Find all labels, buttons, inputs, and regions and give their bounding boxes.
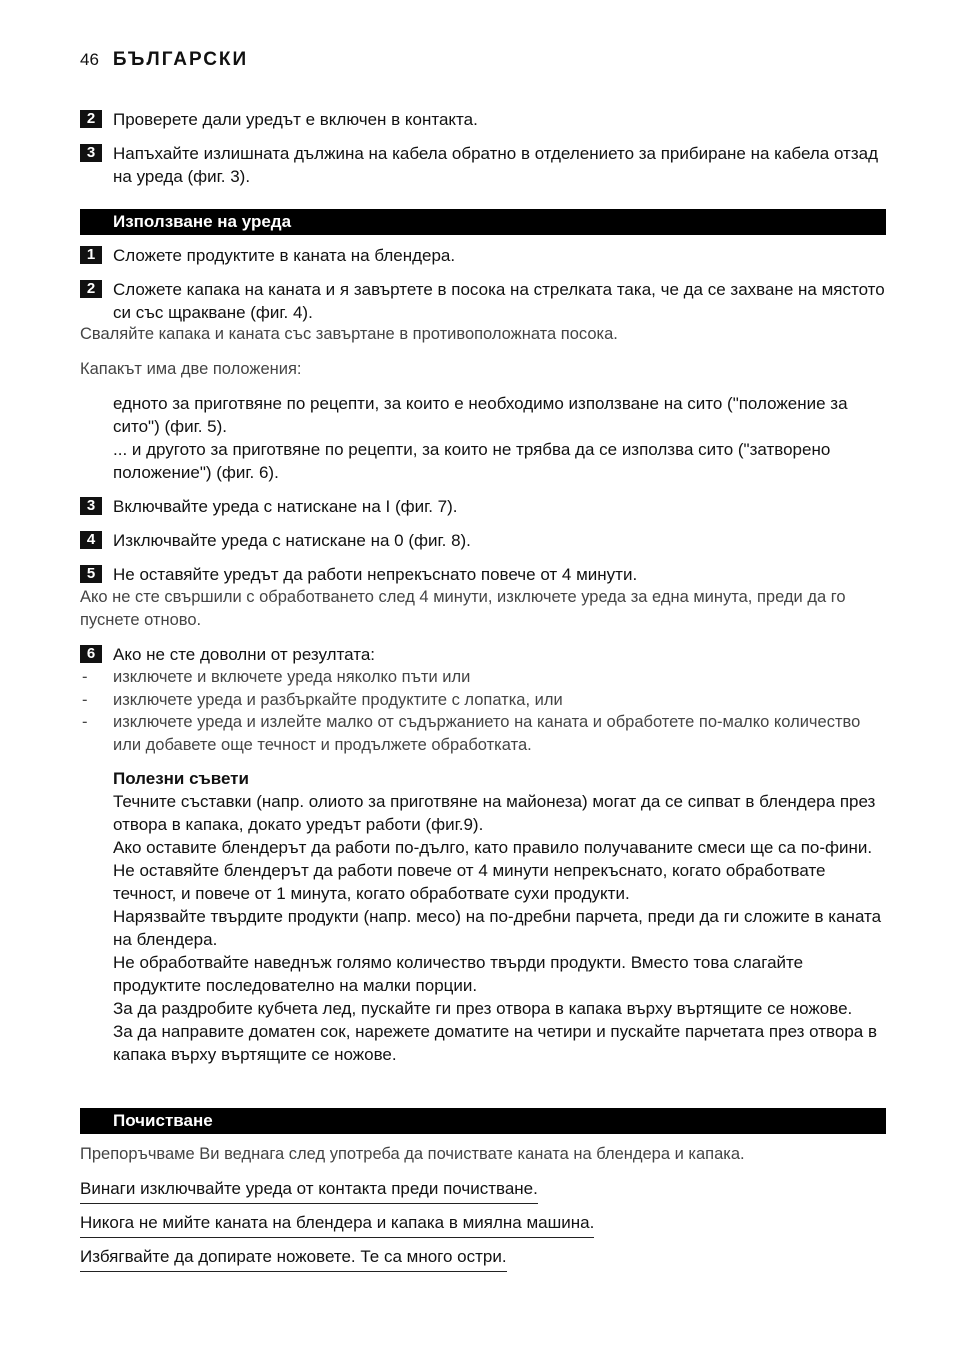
section-heading-use bbox=[80, 209, 886, 235]
step-text: Напъхайте излишната дължина на кабела обратно в отделението за прибиране на кабела отзад на уреда (фиг. 3). bbox=[113, 144, 878, 186]
note-text: Препоръчваме Ви веднага след употреба да почиствате каната на блендера и капака. bbox=[80, 1145, 745, 1163]
lid-position-text: ... и другото за приготвяне по рецепти, за които не трябва да се използва сито ("затворено положение") (фиг. 6). bbox=[113, 440, 831, 482]
tips-list bbox=[113, 790, 888, 1066]
tip-item: Ако оставите блендерът да работи по-дълго, като правило получаваните смеси ще са по-фини. Не оставяйте блендерът да работи повече от 4 минути непрекъснато, когато обработвате течност, и повече от 1 минута, когато обработвате сухи продукти. bbox=[113, 838, 873, 903]
language-title: БЪЛГАРСКИ bbox=[112, 49, 249, 70]
step-item bbox=[80, 529, 890, 552]
tip-item: За да раздробите кубчета лед, пускайте ги през отвора в капака върху въртящите се ножове. bbox=[113, 999, 853, 1018]
warning-text: Избягвайте да допирате ножовете. Те са много остри. bbox=[80, 1245, 507, 1272]
step-number: 2 bbox=[80, 280, 102, 298]
tip-item: Не обработвайте наведнъж голямо количество твърди продукти. Вместо това слагайте продуктите последователно на малки порции. bbox=[113, 953, 804, 995]
step-item bbox=[80, 495, 890, 518]
tip-item: Нарязвайте твърдите продукти (напр. месо) на по-дребни парчета, преди да ги сложите в каната на блендера. bbox=[113, 907, 882, 949]
lid-position-text: едното за приготвяне по рецепти, за които е необходимо използване на сито ("положение за сито") (фиг. 5). bbox=[113, 394, 848, 436]
note-text: Ако не сте свършили с обработването след 4 минути, изключете уреда за една минута, преди да го пуснете отново. bbox=[80, 588, 846, 629]
step-item bbox=[80, 142, 890, 188]
page-number: 46 bbox=[80, 50, 99, 69]
step-text: Проверете дали уредът е включен в контакта. bbox=[113, 110, 478, 129]
step-number: 2 bbox=[80, 110, 102, 128]
section-title: Използване на уреда bbox=[113, 212, 292, 231]
dash-list-item: - изключете и включете уреда няколко пъти или bbox=[82, 668, 471, 686]
dash-list-item: - изключете уреда и разбъркайте продуктите с лопатка, или bbox=[82, 691, 563, 709]
note-text: Капакът има две положения: bbox=[80, 360, 302, 378]
warning-text: Никога не мийте каната на блендера и капака в миялна машина. bbox=[80, 1211, 594, 1238]
step-text: Изключвайте уреда с натискане на 0 (фиг. 8). bbox=[113, 531, 471, 550]
section-title: Почистване bbox=[113, 1111, 213, 1130]
tip-item: За да направите доматен сок, нарежете доматите на четири и пускайте парчетата през отвора в капака върху въртящите се ножове. bbox=[113, 1022, 877, 1064]
step-item bbox=[80, 643, 890, 666]
step-number: 6 bbox=[80, 645, 102, 663]
step-number: 1 bbox=[80, 246, 102, 264]
step-item bbox=[80, 563, 890, 586]
step-number: 3 bbox=[80, 497, 102, 515]
step-text: Ако не сте доволни от резултата: bbox=[113, 645, 376, 664]
step-number: 4 bbox=[80, 531, 102, 549]
tip-item: Течните съставки (напр. олиото за приготвяне на майонеза) могат да се сипват в блендера през отвора в капака, докато уредът работи (фиг.9). bbox=[113, 792, 876, 834]
step-text: Не оставяйте уредът да работи непрекъснато повече от 4 минути. bbox=[113, 565, 638, 584]
step-number: 3 bbox=[80, 144, 102, 162]
tips-heading: Полезни съвети bbox=[113, 769, 249, 788]
step-text: Включвайте уреда с натискане на I (фиг. 7). bbox=[113, 497, 458, 516]
step-text: Сложете продуктите в каната на блендера. bbox=[113, 246, 456, 265]
step-text: Сложете капака на каната и я завъртете в посока на стрелката така, че да се захване на мястото си със щракване (фиг. 4). bbox=[113, 280, 885, 322]
warning-text: Винаги изключвайте уреда от контакта преди почистване. bbox=[80, 1177, 538, 1204]
step-item bbox=[80, 278, 890, 324]
step-number: 5 bbox=[80, 565, 102, 583]
step-item bbox=[80, 244, 890, 267]
dash-list-item: - изключете уреда и излейте малко от съдържанието на каната и обработете по-малко количество или добавете още течност и продължете обработката. bbox=[82, 713, 861, 754]
step-item bbox=[80, 108, 890, 131]
section-heading-clean bbox=[80, 1108, 886, 1134]
note-text: Сваляйте капака и каната със завъртане в противоположната посока. bbox=[80, 325, 618, 343]
page-header bbox=[80, 49, 248, 71]
